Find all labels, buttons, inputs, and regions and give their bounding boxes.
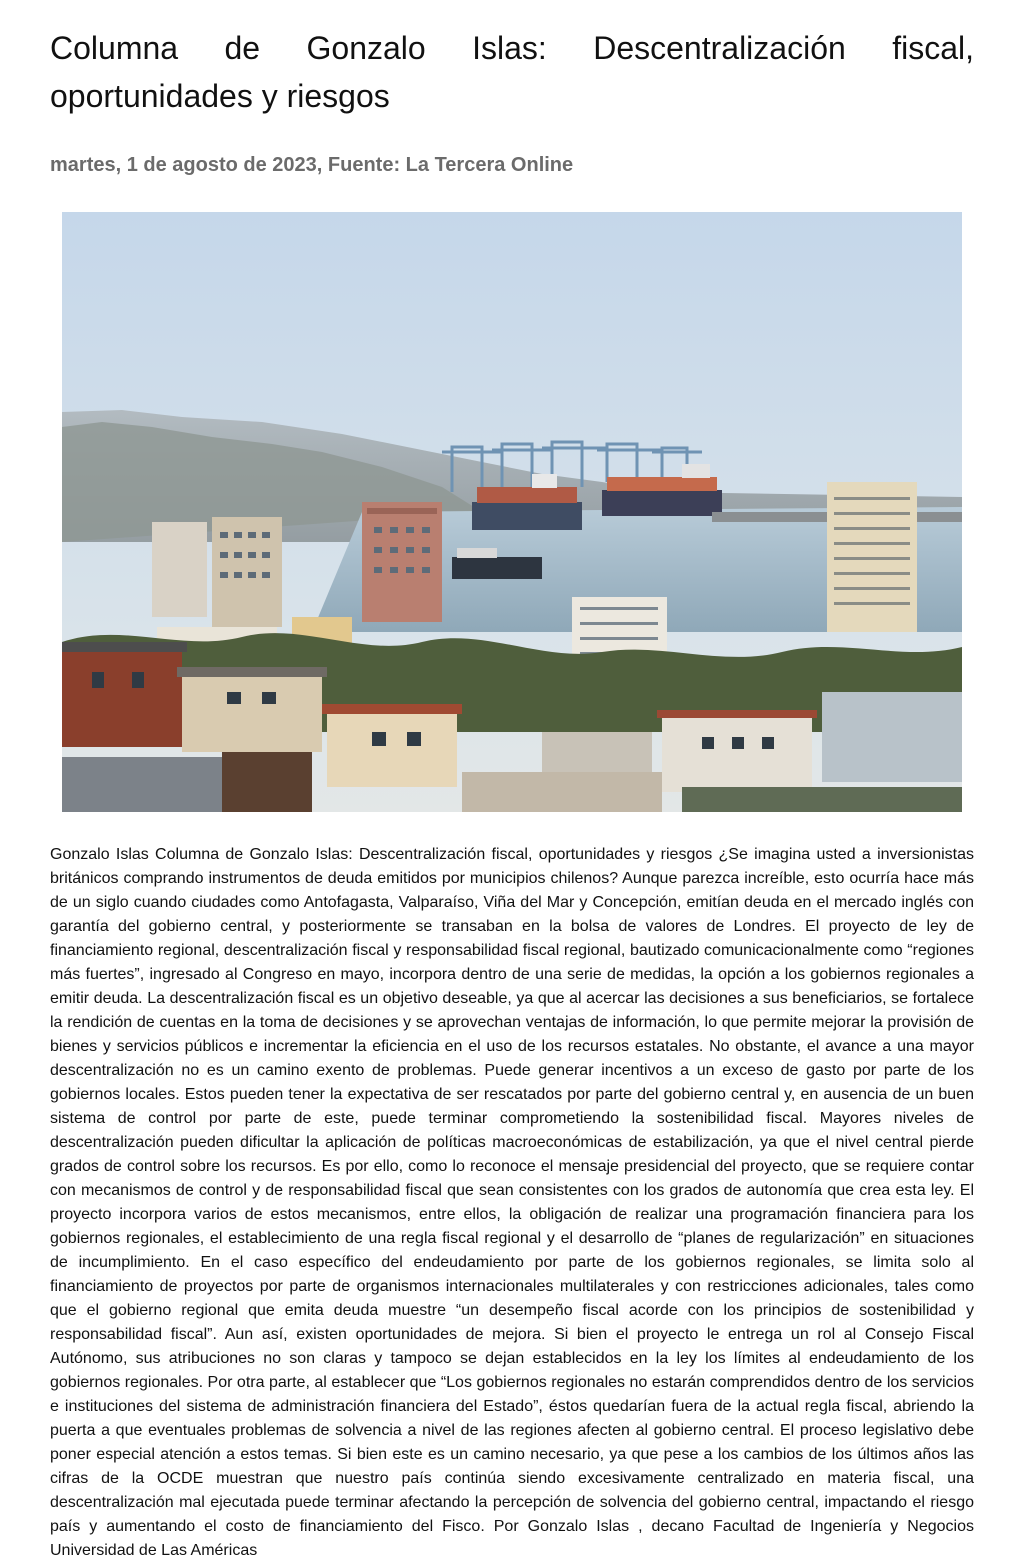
article (50, 0, 974, 1559)
valparaiso-harbor-image (62, 212, 962, 812)
article-photo (62, 212, 962, 812)
article-body: Gonzalo Islas Columna de Gonzalo Islas: Descentralización fiscal, oportunidades y riesgos ¿Se imagina usted a inversionistas británicos comprando instrumentos de deuda emitidos por municipios chilenos? Aunque parezca increíble, esto ocurría hace más de un siglo cuando ciudades como Antofagasta, Valparaíso, Viña del Mar y Concepción, emitían deuda en el mercado inglés con garantía del gobierno central, y posteriormente se transaban en la bolsa de valores de Londres. El proyecto de ley de financiamiento regional, descentralización fiscal y responsabilidad fiscal regional, bautizado comunicacionalmente como “regiones más fuertes”, ingresado al Congreso en mayo, incorpora dentro de una serie de medidas, la opción a los gobiernos regionales a emitir deuda. La descentralización fiscal es un objetivo deseable, ya que al acercar las decisiones a sus beneficiarios, se fortalece la rendición de cuentas en la toma de decisiones y se aprovechan ventajas de información, lo que permite mejorar la provisión de bienes y servicios públicos e incrementar la eficiencia en el uso de los recursos estatales. No obstante, el avance a una mayor descentralización no es un camino exento de problemas. Puede generar incentivos a un exceso de gasto por parte de los gobiernos locales. Estos pueden tener la expectativa de ser rescatados por parte del gobierno central y, en ausencia de un buen sistema de control por parte de este, puede terminar comprometiendo la sostenibilidad fiscal. Mayores niveles de descentralización pueden dificultar la aplicación de políticas macroeconómicas de estabilización, ya que el nivel central pierde grados de control sobre los recursos. Es por ello, como lo reconoce el mensaje presidencial del proyecto, que se requiere contar con mecanismos de control y de responsabilidad fiscal que sean consistentes con los grados de autonomía que crea esta ley. El proyecto incorpora varios de estos mecanismos, entre ellos, la obligación de realizar una programación financiera para los gobiernos regionales, el establecimiento de una regla fiscal regional y el desarrollo de “planes de regularización” en situaciones de incumplimiento. En el caso específico del endeudamiento por parte de los gobiernos regionales, se limita solo al financiamiento de proyectos por parte de organismos internacionales multilaterales y con restricciones adicionales, tales como que el gobierno regional que emita deuda muestre “un desempeño fiscal acorde con los principios de sostenibilidad y responsabilidad fiscal”. Aun así, existen oportunidades de mejora. Si bien el proyecto le entrega un rol al Consejo Fiscal Autónomo, sus atribuciones no son claras y tampoco se dejan establecidos en la ley los límites al endeudamiento de los gobiernos regionales. Por otra parte, al establecer que “Los gobiernos regionales no estarán comprendidos dentro de los servicios e instituciones del sistema de administración financiera del Estado”, éstos quedarían fuera de la actual regla fiscal, abriendo la puerta a que eventuales problemas de solvencia a nivel de las regiones afecten al gobierno central. El proceso legislativo debe poner especial atención a estos temas. Si bien este es un camino necesario, ya que pese a los cambios de los últimos años las cifras de la OCDE muestran que nuestro país continúa siendo excesivamente centralizado en materia fiscal, una descentralización mal ejecutada puede terminar afectando la percepción de solvencia del gobierno central, impactando el riesgo país y aumentando el costo de financiamiento del Fisco. Por Gonzalo Islas , decano Facultad de Ingeniería y Negocios Universidad de Las Américas (50, 846, 974, 1559)
article-meta: martes, 1 de agosto de 2023, Fuente: La Tercera Online (50, 154, 574, 176)
article-title: Columna de Gonzalo Islas: Descentralización fiscal, oportunidades y riesgos (50, 30, 974, 114)
